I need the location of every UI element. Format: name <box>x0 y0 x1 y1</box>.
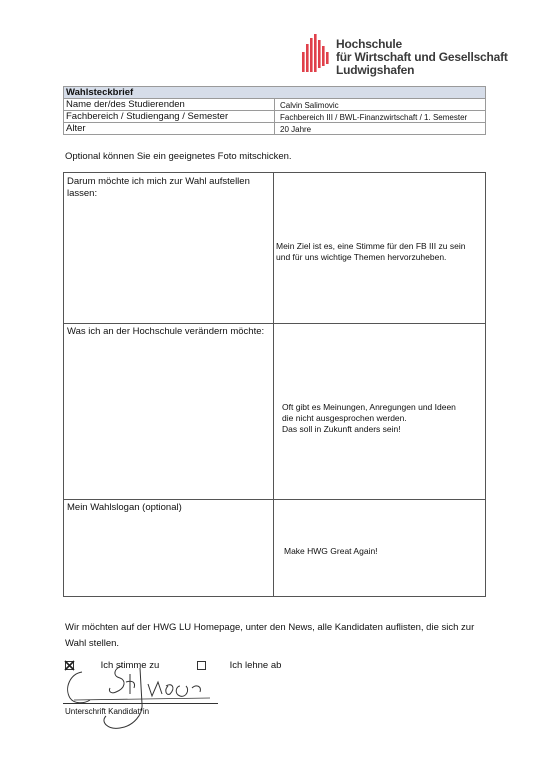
logo-line-2: für Wirtschaft und Gesellschaft <box>336 50 508 64</box>
changes-answer <box>282 402 456 435</box>
handwritten-signature <box>60 664 220 734</box>
grid-divider <box>64 323 485 324</box>
answer-line: Oft gibt es Meinungen, Anregungen und Ideen <box>282 402 456 412</box>
table-row <box>64 123 486 135</box>
slogan-label: Mein Wahlslogan (optional) <box>67 502 182 513</box>
logo-line-1: Hochschule <box>336 37 403 51</box>
info-table <box>63 86 486 135</box>
answer-grid <box>63 172 486 597</box>
motivation-label: Darum möchte ich mich zur Wahl aufstellen lassen: <box>67 176 250 199</box>
motivation-answer <box>276 241 465 263</box>
university-logo <box>302 30 508 80</box>
answer-line: Make HWG Great Again! <box>284 546 378 556</box>
answer-line: die nicht ausgesprochen werden. <box>282 413 407 423</box>
name-label: Name der/des Studierenden <box>64 99 275 111</box>
logo-line-3: Ludwigshafen <box>336 63 415 77</box>
homepage-note: Wir möchten auf der HWG LU Homepage, unter den News, alle Kandidaten auflisten, die sich zur Wahl stellen. <box>65 622 475 649</box>
grid-divider <box>273 173 274 596</box>
answer-line: Das soll in Zukunft anders sein! <box>282 424 401 434</box>
department-label: Fachbereich / Studiengang / Semester <box>64 111 275 123</box>
department-value: Fachbereich III / BWL-Finanzwirtschaft / 1. Semester <box>275 111 486 123</box>
slogan-answer <box>284 546 378 557</box>
logo-mark-icon <box>302 30 332 74</box>
signature-label: Unterschrift Kandidat*in <box>65 707 150 716</box>
info-table-header: Wahlsteckbrief <box>64 87 486 99</box>
age-value: 20 Jahre <box>275 123 486 135</box>
signature-line <box>63 703 218 704</box>
table-row <box>64 111 486 123</box>
table-row <box>64 99 486 111</box>
logo-text <box>336 38 508 77</box>
answer-line: und für uns wichtige Themen hervorzuheben. <box>276 252 447 262</box>
answer-line: Mein Ziel ist es, eine Stimme für den FB III zu sein <box>276 241 466 251</box>
changes-label: Was ich an der Hochschule verändern möchte: <box>67 326 265 337</box>
name-value: Calvin Salimovic <box>275 99 486 111</box>
agree-label: Ich stimme zu <box>100 660 160 671</box>
decline-label: Ich lehne ab <box>229 660 282 671</box>
grid-divider <box>64 499 485 500</box>
photo-hint: Optional können Sie ein geeignetes Foto mitschicken. <box>65 151 292 162</box>
age-label: Alter <box>64 123 275 135</box>
